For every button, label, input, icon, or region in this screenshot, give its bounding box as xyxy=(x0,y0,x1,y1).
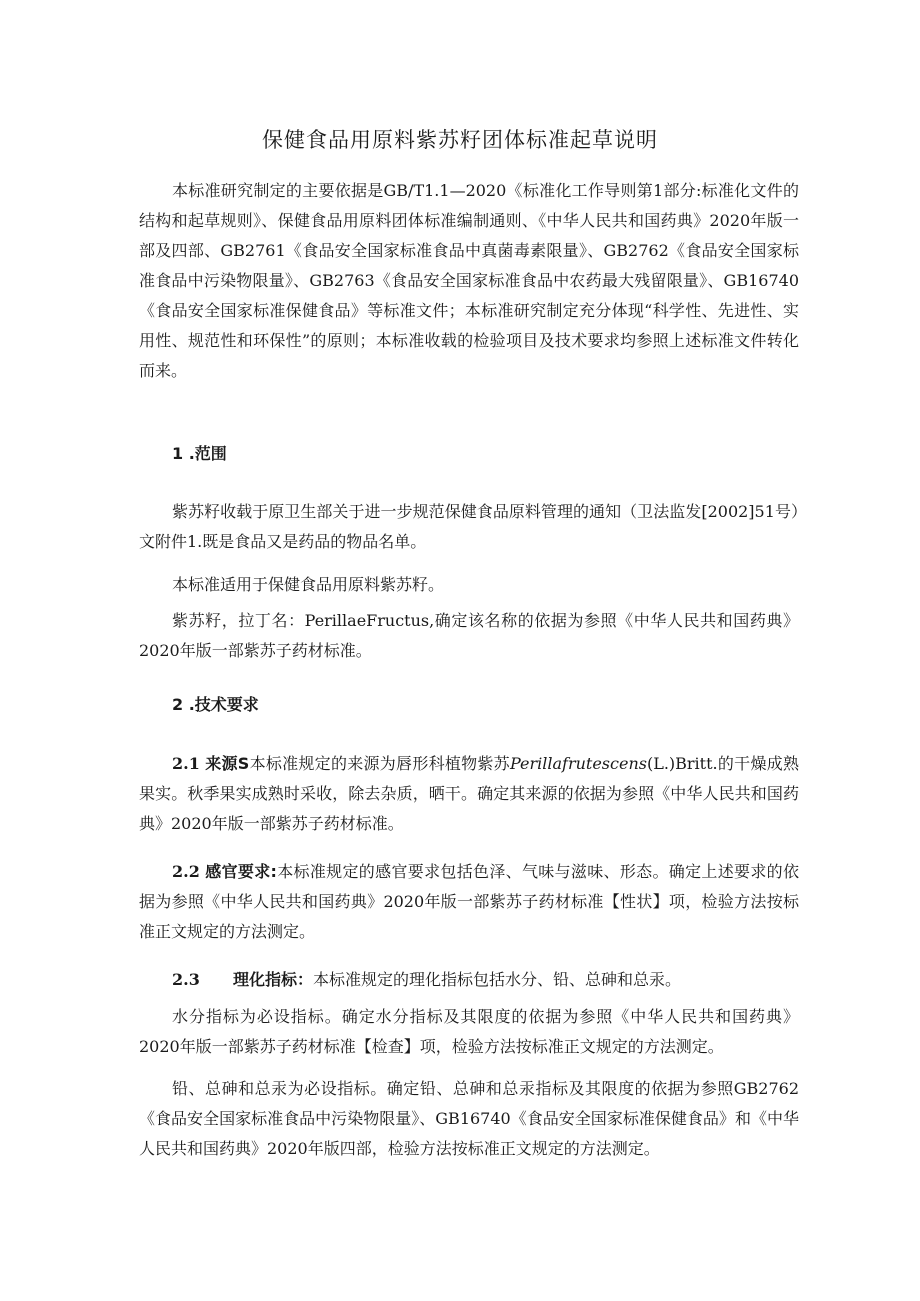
physchem-paragraph xyxy=(139,965,799,995)
metals-paragraph: 铅、总砷和总汞为必设指标。确定铅、总砷和总汞指标及其限度的依据为参照GB2762《食品安全国家标准食品中污染物限量》、GB16740《食品安全国家标准保健食品》和《中华人民共和国药典》2020年版四部，检验方法按标准正文规定的方法测定。 xyxy=(139,1079,799,1158)
water-paragraph: 水分指标为必设指标。确定水分指标及其限度的依据为参照《中华人民共和国药典》2020年版一部紫苏子药材标准【检查】项，检验方法按标准正文规定的方法测定。 xyxy=(139,1007,799,1056)
source-paragraph xyxy=(139,749,799,839)
sensory-paragraph xyxy=(139,857,799,947)
document-title: 保健食品用原料紫苏籽团体标准起草说明 xyxy=(262,128,658,152)
sensory-text: 本标准规定的感官要求包括色泽、气味与滋味、形态。确定上述要求的依据为参照《中华人民共和国药典》2020年版一部紫苏子药材标准【性状】项，检验方法按标准正文规定的方法测定。 xyxy=(139,862,799,941)
latin-name: Perillafrutescens xyxy=(509,754,647,773)
subsection-2-1-label: 来源S xyxy=(205,754,250,773)
source-text-a: 本标准规定的来源为唇形科植物紫苏 xyxy=(249,754,510,773)
intro-paragraph: 本标准研究制定的主要依据是GB/T1.1—2020《标准化工作导则第1部分:标准化文件的结构和起草规则》、保健食品用原料团体标准编制通则、《中华人民共和国药典》2020年版一部及四部、GB2761《食品安全国家标准食品中真菌毒素限量》、GB2762《食品安全国家标准食品中污染物限量》、GB2763《食品安全国家标准食品中农药最大残留限量》、GB16740《食品安全国家标准保健食品》等标准文件；本标准研究制定充分体现“科学性、先进性、实用性、规范性和环保性”的原则；本标准收载的检验项目及技术要求均参照上述标准文件转化而来。 xyxy=(139,181,799,380)
subsection-2-2-number: 2.2 xyxy=(172,862,200,881)
subsection-2-3-label: 理化指标： xyxy=(232,970,313,989)
subsection-2-2-label: 感官要求: xyxy=(205,862,277,881)
scope-paragraph-3: 紫苏籽，拉丁名：PerillaeFructus,确定该名称的依据为参照《中华人民共和国药典》2020年版一部紫苏子药材标准。 xyxy=(139,611,799,660)
subsection-2-3-number: 2.3 xyxy=(172,970,200,989)
subsection-2-1-number: 2.1 xyxy=(172,754,200,773)
scope-paragraph-1: 紫苏籽收载于原卫生部关于进一步规范保健食品原料管理的通知（卫法监发[2002]51号）文附件1.既是食品又是药品的物品名单。 xyxy=(139,502,799,551)
physchem-text: 本标准规定的理化指标包括水分、铅、总砷和总汞。 xyxy=(312,970,681,989)
scope-paragraph-2: 本标准适用于保健食品用原料紫苏籽。 xyxy=(172,575,445,594)
source-text-b: (L.)Britt.的干燥成熟果实。秋季果实成熟时采收，除去杂质，晒干。确定其来源的依据为参照《中华人民共和国药典》2020年版一部紫苏子药材标准。 xyxy=(139,754,799,833)
section-1-heading: 1 .范围 xyxy=(172,444,227,463)
section-2-heading: 2 .技术要求 xyxy=(172,695,259,714)
